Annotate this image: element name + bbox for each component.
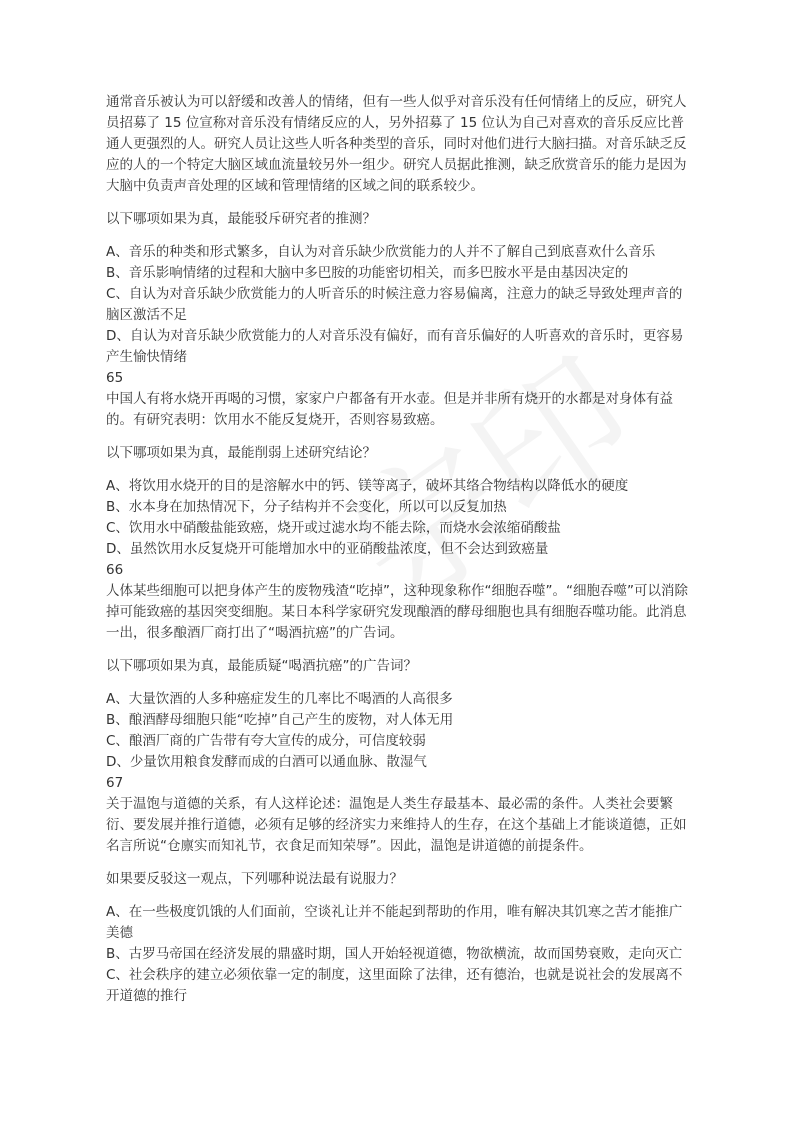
q65-option-c: C、饮用水中硝酸盐能致癌，烧开或过滤水均不能去除，而烧水会浓缩硝酸盐 [106,520,561,536]
q67-number: 67 [106,775,124,791]
q66-option-d: D、少量饮用粮食发酵而成的白酒可以通血脉、散湿气 [106,754,427,770]
q65-option-b: B、水本身在加热情况下，分子结构并不会变化，所以可以反复加热 [106,499,507,515]
q65-option-d: D、虽然饮用水反复烧开可能增加水中的亚硝酸盐浓度，但不会达到致癌量 [106,541,549,557]
q64-option-d: D、自认为对音乐缺少欣赏能力的人对音乐没有偏好，而有音乐偏好的人听喜欢的音乐时，更容易产生愉快情绪 [106,328,684,365]
q66-passage: 人体某些细胞可以把身体产生的废物残渣“吃掉”，这种现象称作“细胞吞噬”。“细胞吞噬”可以消除掉可能致癌的基因突变细胞。某日本科学家研究发现酿酒的酵母细胞也具有细胞吞噬功能。此消息一出，很多酿酒厂商打出了“喝酒抗癌”的广告词。 [106,583,688,641]
document-body [106,92,692,1007]
q64-option-b: B、音乐影响情绪的过程和大脑中多巴胺的功能密切相关，而多巴胺水平是由基因决定的 [106,265,629,281]
q66-number: 66 [106,562,124,578]
q67-option-b: B、古罗马帝国在经济发展的鼎盛时期，国人开始轻视道德，物欲横流，故而国势衰败，走向灭亡 [106,946,683,962]
q67-passage: 关于温饱与道德的关系，有人这样论述：温饱是人类生存最基本、最必需的条件。人类社会要繁衍、要发展并推行道德，必须有足够的经济实力来维持人的生存，在这个基础上才能谈道德，正如名言所说“仓廪实而知礼节，衣食足而知荣辱”。因此，温饱是讲道德的前提条件。 [106,796,687,854]
q67-question: 如果要反驳这一观点，下列哪种说法最有说服力？ [106,871,403,887]
q65-question: 以下哪项如果为真，最能削弱上述研究结论？ [106,445,376,461]
q67-option-c: C、社会秩序的建立必须依靠一定的制度，这里面除了法律，还有德治，也就是说社会的发展离不开道德的推行 [106,967,683,1004]
q66-option-c: C、酿酒厂商的广告带有夸大宣传的成分，可信度较弱 [106,733,426,749]
q66-question: 以下哪项如果为真，最能质疑“喝酒抗癌”的广告词？ [106,658,417,674]
q64-option-a: A、音乐的种类和形式繁多，自认为对音乐缺少欣赏能力的人并不了解自己到底喜欢什么音乐 [106,244,656,260]
q66-option-a: A、大量饮酒的人多种癌症发生的几率比不喝酒的人高很多 [106,691,453,707]
q64-passage: 通常音乐被认为可以舒缓和改善人的情绪，但有一些人似乎对音乐没有任何情绪上的反应，研究人员招募了 15 位宣称对音乐没有情绪反应的人，另外招募了 15 位认为自己对喜欢的音乐反应比普通人更强烈的人。研究人员让这些人听各种类型的音乐，同时对他们进行大脑扫描。对音乐缺乏反应的人的一个特定大脑区域血流量较另外一组少。研究人员据此推测，缺乏欣赏音乐的能力是因为大脑中负责声音处理的区域和管理情绪的区域之间的联系较少。 [106,94,687,194]
q65-passage: 中国人有将水烧开再喝的习惯，家家户户都备有开水壶。但是并非所有烧开的水都是对身体有益的。有研究表明：饮用水不能反复烧开，否则容易致癌。 [106,391,673,428]
q64-question: 以下哪项如果为真，最能驳斥研究者的推测？ [106,211,376,227]
q67-option-a: A、在一些极度饥饿的人们面前，空谈礼让并不能起到帮助的作用，唯有解决其饥寒之苦才能推广美德 [106,904,683,941]
q66-option-b: B、酿酒酵母细胞只能“吃掉”自己产生的废物，对人体无用 [106,712,454,728]
q64-option-c: C、自认为对音乐缺少欣赏能力的人听音乐的时候注意力容易偏离，注意力的缺乏导致处理声音的脑区激活不足 [106,286,683,323]
q65-option-a: A、将饮用水烧开的目的是溶解水中的钙、镁等离子，破坏其络合物结构以降低水的硬度 [106,478,629,494]
q65-number: 65 [106,370,124,386]
